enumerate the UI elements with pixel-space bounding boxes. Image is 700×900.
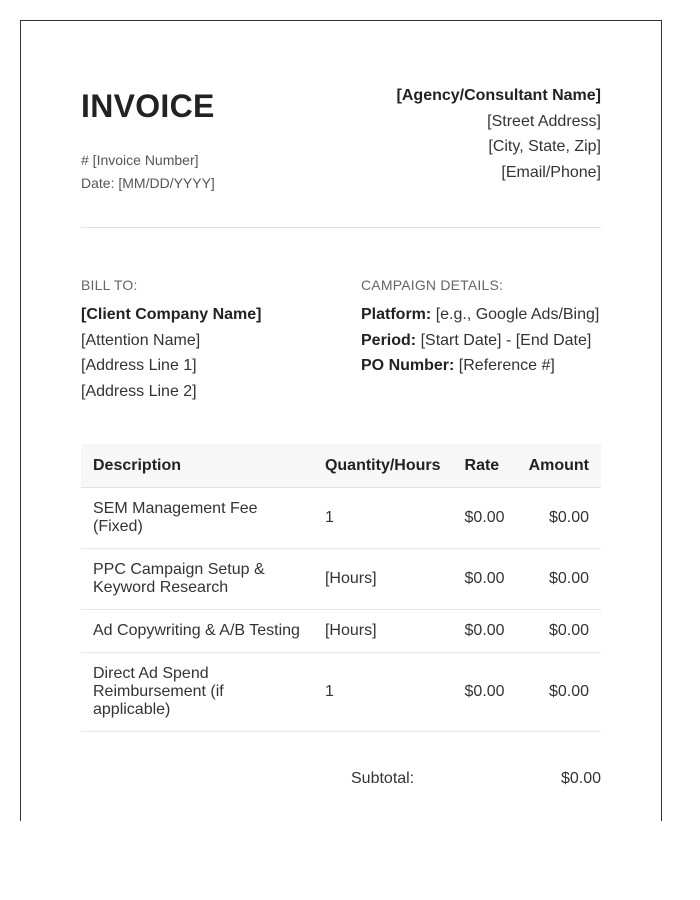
agency-name: [Agency/Consultant Name] — [396, 87, 601, 104]
table-row — [81, 488, 601, 549]
cell-amount: $0.00 — [517, 653, 601, 732]
subtotal-value: $0.00 — [560, 770, 601, 787]
client-company-name: [Client Company Name] — [81, 306, 262, 323]
column-header-description: Description — [81, 444, 313, 488]
cell-rate: $0.00 — [453, 610, 517, 653]
cell-quantity: [Hours] — [313, 610, 453, 653]
period-line — [361, 328, 599, 354]
period-value: [Start Date] - [End Date] — [420, 331, 592, 349]
table-header-row — [81, 444, 601, 488]
po-number-line — [361, 353, 599, 379]
table-row — [81, 610, 601, 653]
agency-city: [City, State, Zip] — [488, 138, 601, 155]
column-header-rate: Rate — [453, 444, 517, 488]
header-divider — [81, 227, 601, 228]
cell-description: SEM Management Fee (Fixed) — [81, 488, 313, 549]
invoice-title: INVOICE — [81, 88, 215, 124]
cell-description: Direct Ad Spend Reimbursement (if applicable) — [81, 653, 313, 732]
address-line-2: [Address Line 2] — [81, 382, 197, 400]
invoice-date: Date: [MM/DD/YYYY] — [81, 175, 215, 191]
attention-name: [Attention Name] — [81, 331, 201, 349]
address-line-1: [Address Line 1] — [81, 357, 197, 374]
subtotal-label: Subtotal: — [351, 770, 415, 787]
platform-label: Platform: — [361, 306, 432, 323]
agency-block — [397, 83, 601, 185]
column-header-quantity: Quantity/Hours — [313, 444, 453, 488]
cell-description: Ad Copywriting & A/B Testing — [81, 610, 313, 653]
cell-amount: $0.00 — [517, 549, 601, 610]
table-row — [81, 653, 601, 732]
cell-amount: $0.00 — [517, 488, 601, 549]
invoice-meta — [81, 149, 215, 195]
bill-to-block — [81, 302, 261, 404]
campaign-details-label: CAMPAIGN DETAILS: — [361, 277, 504, 293]
cell-quantity: 1 — [313, 653, 453, 732]
table-row — [81, 549, 601, 610]
po-number-value: [Reference #] — [458, 357, 555, 374]
cell-quantity: 1 — [313, 488, 453, 549]
cell-rate: $0.00 — [453, 653, 517, 732]
invoice-number: # [Invoice Number] — [81, 152, 199, 168]
cell-quantity: [Hours] — [313, 549, 453, 610]
line-items-table — [81, 444, 601, 732]
platform-value: [e.g., Google Ads/Bing] — [435, 306, 600, 323]
cell-description: PPC Campaign Setup & Keyword Research — [81, 549, 313, 610]
period-label: Period: — [361, 331, 417, 349]
platform-line — [361, 302, 599, 328]
column-header-amount: Amount — [517, 444, 601, 488]
cell-rate: $0.00 — [453, 549, 517, 610]
campaign-details-block — [361, 302, 599, 379]
cell-amount: $0.00 — [517, 610, 601, 653]
agency-street: [Street Address] — [487, 112, 601, 130]
po-number-label: PO Number: — [361, 357, 455, 374]
agency-contact: [Email/Phone] — [501, 163, 601, 181]
bill-to-label: BILL TO: — [81, 277, 138, 293]
cell-rate: $0.00 — [453, 488, 517, 549]
invoice-page — [20, 20, 662, 821]
